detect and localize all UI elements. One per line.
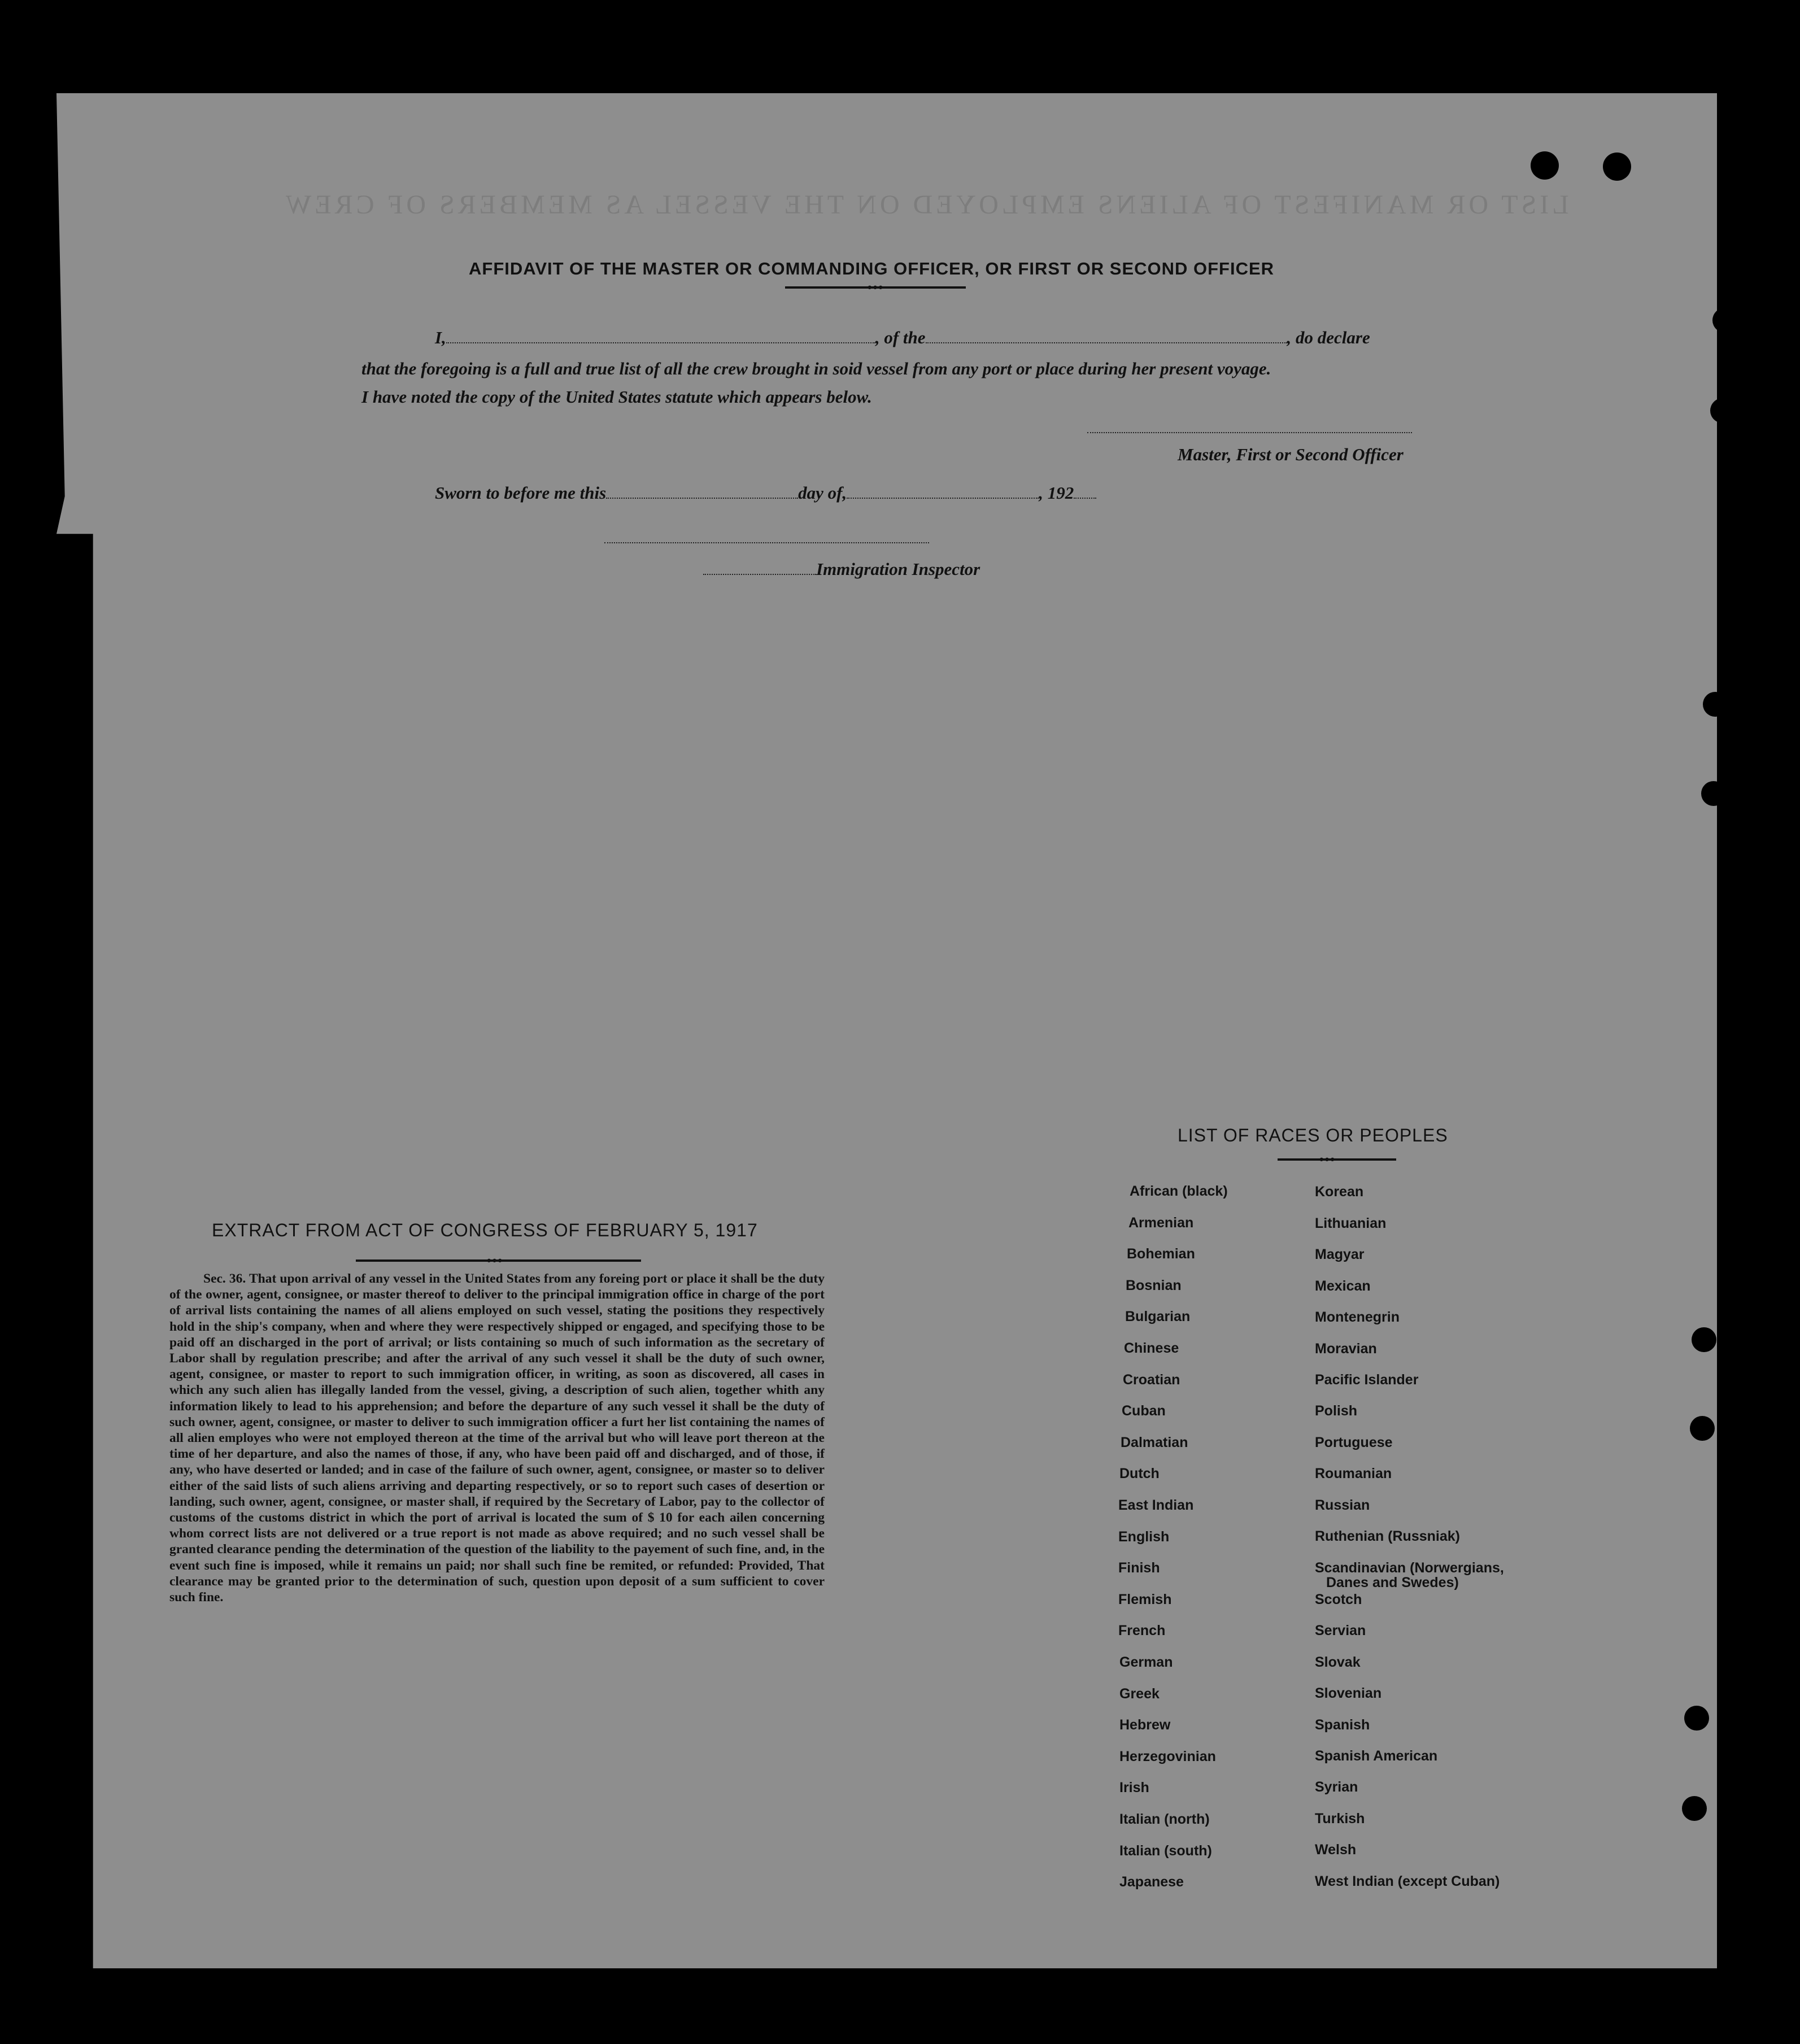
- race-item: Spanish American: [1315, 1748, 1438, 1764]
- declarant-name-field[interactable]: [446, 342, 875, 343]
- race-item: Turkish: [1315, 1811, 1365, 1827]
- race-item: Welsh: [1315, 1842, 1357, 1858]
- bleed-through-header: LIST OR MANIFEST OF ALIENS EMPLOYED ON THE VESSEL AS MEMBERS OF CREW: [282, 190, 1569, 220]
- punch-hole-top-right: [1603, 152, 1631, 181]
- inspector-signature-line[interactable]: [604, 542, 929, 543]
- punch-hole-top-left: [1531, 151, 1559, 180]
- race-item: Slovak: [1315, 1654, 1361, 1670]
- sworn-month-field[interactable]: [847, 498, 1039, 499]
- race-item: Herzegovinian: [1119, 1748, 1216, 1764]
- race-item: Magyar: [1315, 1247, 1365, 1262]
- sworn-day-field[interactable]: [606, 498, 798, 499]
- sworn-year-field[interactable]: [1074, 498, 1096, 499]
- punch-hole-3: [1703, 692, 1728, 717]
- extract-title-ornament: •••: [487, 1253, 504, 1267]
- race-item: Polish: [1315, 1403, 1358, 1419]
- race-item: Flemish: [1118, 1591, 1172, 1607]
- race-item: Portuguese: [1315, 1435, 1393, 1450]
- affidavit-title: AFFIDAVIT OF THE MASTER OR COMMANDING OFFICER, OR FIRST OR SECOND OFFICER: [469, 259, 1275, 278]
- race-item: Pacific Islander: [1315, 1372, 1419, 1388]
- punch-hole-8: [1682, 1796, 1707, 1821]
- punch-hole-4: [1701, 781, 1726, 806]
- race-item: Italian (north): [1119, 1811, 1210, 1827]
- race-item: Armenian: [1128, 1214, 1194, 1231]
- punch-hole-1: [1712, 308, 1737, 333]
- race-item: French: [1118, 1623, 1166, 1639]
- punch-hole-6: [1690, 1416, 1715, 1441]
- races-title-ornament: •••: [1319, 1152, 1336, 1166]
- race-item: Russian: [1315, 1497, 1370, 1513]
- race-item: Finish: [1118, 1560, 1160, 1576]
- sworn-prefix: Sworn to before me this: [435, 483, 607, 503]
- punch-hole-2: [1710, 398, 1735, 423]
- race-item: Spanish: [1315, 1717, 1370, 1733]
- race-item: Croatian: [1123, 1371, 1180, 1388]
- punch-hole-5: [1692, 1327, 1716, 1352]
- race-item: Bohemian: [1127, 1246, 1195, 1262]
- affidavit-title-ornament: •••: [868, 280, 884, 294]
- race-item: Chinese: [1124, 1340, 1179, 1356]
- race-item: Slovenian: [1315, 1685, 1382, 1701]
- race-item: Greek: [1119, 1685, 1160, 1702]
- sworn-day-of: day of,: [798, 483, 847, 503]
- vessel-name-field[interactable]: [926, 342, 1287, 343]
- race-item: Hebrew: [1119, 1717, 1171, 1733]
- race-item: Bosnian: [1126, 1277, 1182, 1293]
- race-item: Lithuanian: [1315, 1215, 1387, 1231]
- races-title-rule: [1278, 1158, 1396, 1161]
- inspector-name-field[interactable]: [703, 574, 816, 575]
- master-signature-line[interactable]: [1087, 432, 1412, 433]
- affidavit-line-1: [435, 328, 1370, 348]
- race-item: East Indian: [1118, 1497, 1194, 1513]
- races-title: LIST OF RACES OR PEOPLES: [1178, 1125, 1448, 1145]
- race-item: Ruthenian (Russniak): [1315, 1528, 1460, 1544]
- race-item: African (black): [1130, 1183, 1228, 1199]
- race-item: Mexican: [1315, 1278, 1371, 1294]
- race-item: Servian: [1315, 1623, 1366, 1638]
- race-item: Montenegrin: [1315, 1309, 1400, 1325]
- declarant-prefix: I,: [435, 328, 446, 347]
- race-item: Moravian: [1315, 1341, 1377, 1357]
- race-item: Scotch: [1315, 1592, 1362, 1607]
- race-item: Cuban: [1122, 1403, 1166, 1419]
- affidavit-line-3: I have noted the copy of the United States statute which appears below.: [361, 387, 872, 407]
- race-item: West Indian (except Cuban): [1315, 1873, 1500, 1889]
- race-item: English: [1118, 1528, 1170, 1545]
- sworn-year: , 192: [1039, 483, 1074, 503]
- race-item: Italian (south): [1119, 1842, 1212, 1859]
- race-item: Dalmatian: [1121, 1434, 1188, 1450]
- race-item: Syrian: [1315, 1779, 1358, 1795]
- race-item: Danes and Swedes): [1326, 1575, 1459, 1590]
- inspector-label-text: Immigration Inspector: [816, 559, 980, 579]
- race-item: Japanese: [1119, 1874, 1184, 1890]
- punch-hole-7: [1684, 1706, 1709, 1731]
- sworn-line: [435, 483, 1096, 503]
- race-item: Irish: [1119, 1780, 1149, 1796]
- declarant-suffix: , do declare: [1287, 328, 1370, 347]
- race-item: German: [1119, 1654, 1173, 1670]
- extract-title: EXTRACT FROM ACT OF CONGRESS OF FEBRUARY 5, 1917: [212, 1220, 758, 1240]
- race-item: Roumanian: [1315, 1466, 1392, 1481]
- master-signature-label: Master, First or Second Officer: [1178, 444, 1404, 464]
- extract-text: Sec. 36. That upon arrival of any vessel in the United States from any foreing port or place it shall be the duty of the owner, agent, consignee, or master thereof to deliver to the principal immigration office in charge of the port of arrival lists containing the names of all aliens employed on such vessel, stating the positions they respectively hold in the ship's company, when and where they were respectively shipped or engaged, and specifying those to be paid off an discharged in the port of arrival; or lists containing so much of such information as the secretary of Labor shall by regulation prescribe; and after the arrival of any such vessel it shall be the duty of such owner, agent, consignee, or master to report to such immigration officer, in writing, as soon as discovered, all cases in which any such alien has illegally landed from the vessel, giving, a description of such alien, together whith any information likely to lead to his apprehension; and before the departure of any such vessel it shall be the duty of such owner, agent, consignee, or master to deliver to such immigration officer a furt her list containing the names of all alien employes who were not employed thereon at the time of the arrival but who will leave port thereon at the time of her departure, and also the names of those, if any, who have been paid off and discharged, and of those, if any, who have deserted or landed; and in case of the failure of such owner, agent, consignee, or master so to deliver either of the said lists of such aliens arriving and departing respectively, or so to report such cases of desertion or landing, such owner, agent, consignee, or master shall, if required by the Secretary of Labor, pay to the collector of customs of the customs district in which the port of arrival is located the sum of $ 10 for each ailen concerning whom correct lists are not delivered or a true report is not made as above required; and no such vessel shall be granted clearance pending the determination of the question of the liability to the payement of such fine, and, in the event such fine is imposed, while it remains un paid; nor shall such fine be remited, or refunded: Provided, That clearance may be granted prior to the determination of such, question upon deposit of a sum sufficient to cover such fine.: [169, 1271, 825, 1605]
- inspector-label: [703, 559, 980, 579]
- affidavit-line-2: that the foregoing is a full and true list of all the crew brought in soid vessel from any port or place during her present voyage.: [361, 359, 1271, 378]
- race-item: Bulgarian: [1125, 1309, 1191, 1325]
- race-item: Dutch: [1119, 1466, 1160, 1482]
- declarant-of-the: , of the: [875, 328, 926, 347]
- race-item: Scandinavian (Norwergians,: [1315, 1560, 1504, 1576]
- race-item: Korean: [1315, 1184, 1364, 1200]
